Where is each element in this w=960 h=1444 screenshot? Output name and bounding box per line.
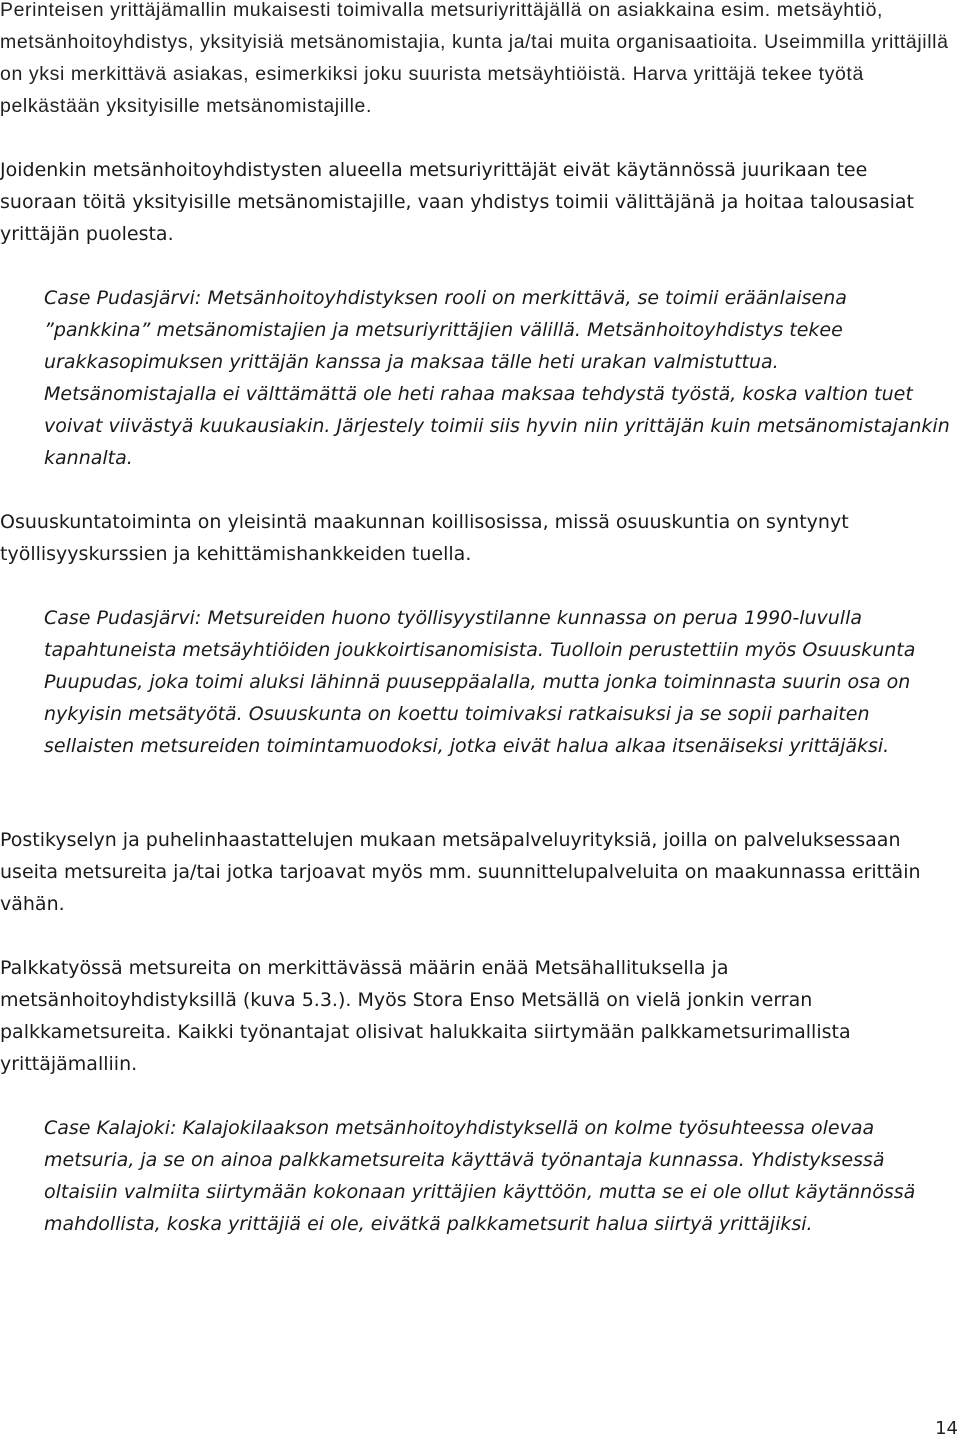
page-number: 14 bbox=[935, 1418, 958, 1439]
paragraph-entrepreneur-model: Perinteisen yrittäjämallin mukaisesti toimivalla metsuriyrittäjällä on asiakkaina esim. metsäyhtiö, metsänhoitoyhdistys, yksityisiä metsänomistajia, kunta ja/tai muita organisaatioita. Useimmilla yrittäjillä on yksi merkittävä asiakas, esimerkiksi joku suurista metsäyhtiöistä. Harva yrittäjä tekee työtä pelkästään yksityisille metsänomistajille. bbox=[0, 0, 949, 117]
paragraph-forest-service-companies: Postikyselyn ja puhelinhaastattelujen mukaan metsäpalveluyrityksiä, joilla on palveluksessaan useita metsureita ja/tai jotka tarjoavat myös mm. suunnittelupalveluita on maakunnassa erittäin vähän. bbox=[0, 829, 921, 915]
case-kalajoki: Case Kalajoki: Kalajokilaakson metsänhoitoyhdistyksellä on kolme työsuhteessa olevaa metsuria, ja se on ainoa palkkametsureita käyttävä työnantaja kunnassa. Yhdistyksessä oltaisiin valmiita siirtymään kokonaan yrittäjien käyttöön, mutta se ei ole ollut käytännössä mahdollista, koska yrittäjiä ei ole, eivätkä palkkametsurit halua siirtyä yrittäjiksi. bbox=[44, 1117, 916, 1235]
paragraph-cooperatives: Osuuskuntatoiminta on yleisintä maakunnan koillisosissa, missä osuuskuntia on syntynyt työllisyyskurssien ja kehittämishankkeiden tuella. bbox=[0, 511, 849, 565]
paragraph-salaried-forest-workers: Palkkatyössä metsureita on merkittävässä määrin enää Metsähallituksella ja metsänhoitoyhdistyksillä (kuva 5.3.). Myös Stora Enso Metsällä on vielä jonkin verran palkkametsureita. Kaikki työnantajat olisivat halukkaita siirtymään palkkametsurimallista yrittäjämalliin. bbox=[0, 957, 851, 1075]
case-pudasjarvi-association: Case Pudasjärvi: Metsänhoitoyhdistyksen rooli on merkittävä, se toimii eräänlaisena ”pankkina” metsänomistajien ja metsuriyrittäjien välillä. Metsänhoitoyhdistys tekee urakkasopimuksen yrittäjän kanssa ja maksaa tälle heti urakan valmistuttua. Metsänomistajalla ei välttämättä ole heti rahaa maksaa tehdystä työstä, koska valtion tuet voivat viivästyä kuukausiakin. Järjestely toimii siis hyvin niin yrittäjän kuin metsänomistajankin kannalta. bbox=[44, 287, 950, 469]
paragraph-forest-associations: Joidenkin metsänhoitoyhdistysten alueella metsuriyrittäjät eivät käytännössä juurikaan tee suoraan töitä yksityisille metsänomistajille, vaan yhdistys toimii välittäjänä ja hoitaa talousasiat yrittäjän puolesta. bbox=[0, 159, 915, 245]
case-pudasjarvi-cooperative: Case Pudasjärvi: Metsureiden huono työllisyystilanne kunnassa on perua 1990-luvulla tapahtuneista metsäyhtiöiden joukkoirtisanomisista. Tuolloin perustettiin myös Osuuskunta Puupudas, joka toimi aluksi lähinnä puuseppäalalla, mutta jonka toiminnasta suurin osa on nykyisin metsätyötä. Osuuskunta on koettu toimivaksi ratkaisuksi ja se sopii parhaiten sellaisten metsureiden toimintamuodoksi, jotka eivät halua alkaa itsenäiseksi yrittäjäksi. bbox=[44, 607, 916, 757]
